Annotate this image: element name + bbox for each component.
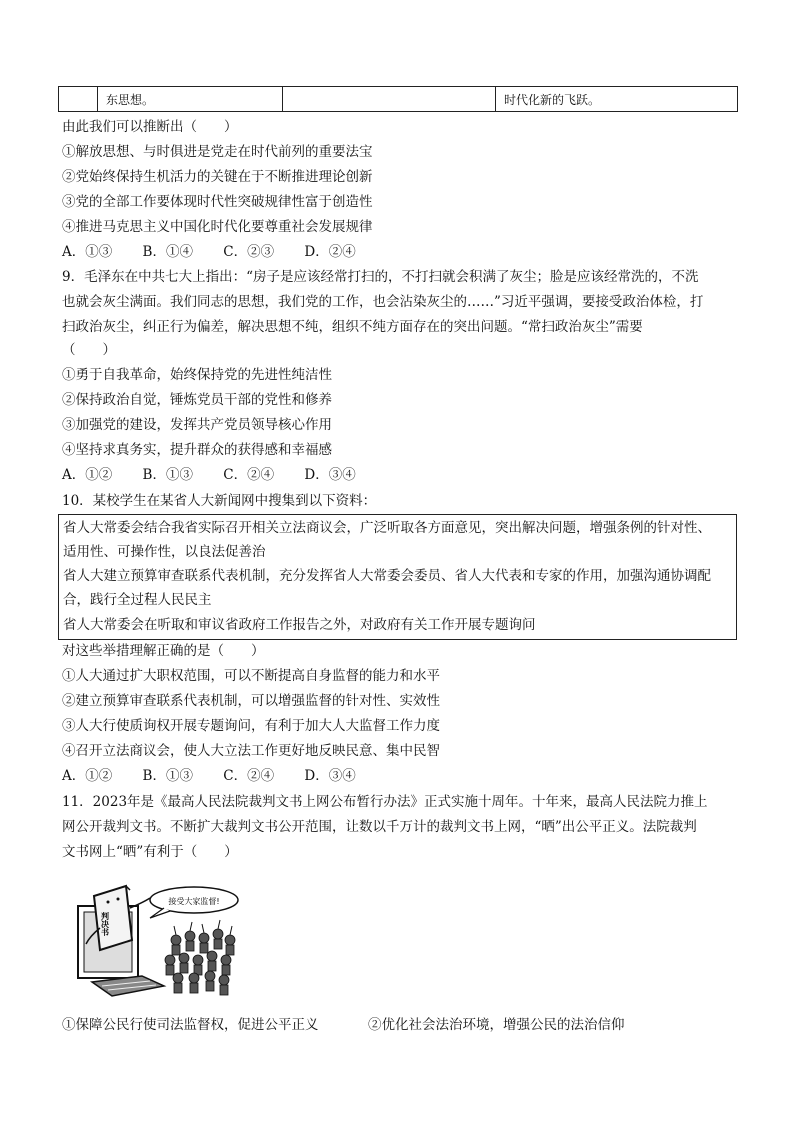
q10-item: ②建立预算审查联系代表机制，可以增强监督的针对性、实效性 bbox=[62, 693, 440, 709]
q8-item: ③党的全部工作要体现时代性突破规律性富于创造性 bbox=[62, 194, 373, 210]
q10-item: ④召开立法商议会，使人大立法工作更好地反映民意、集中民智 bbox=[62, 743, 440, 759]
option-b[interactable]: B．①④ bbox=[142, 244, 193, 260]
option-a[interactable]: A．①③ bbox=[62, 244, 113, 260]
q8-item: ④推进马克思主义中国化时代化要尊重社会发展规律 bbox=[62, 219, 373, 235]
q11-line: 文书网上“晒”有利于（ ） bbox=[62, 844, 238, 860]
q8-stem: 由此我们可以推断出（ ） bbox=[62, 119, 238, 135]
option-c[interactable]: C．②④ bbox=[223, 768, 275, 784]
book-label: 判决书 bbox=[100, 912, 110, 936]
option-b[interactable]: B．①③ bbox=[142, 768, 193, 784]
option-c[interactable]: C．②④ bbox=[223, 467, 275, 483]
top-table bbox=[58, 86, 738, 112]
q11-line: 11．2023年是《最高人民法院裁判文书上网公布暂行办法》正式实施十周年。十年来，最高人民法院力推上 bbox=[62, 794, 708, 810]
table-cell: 时代化新的飞跃。 bbox=[496, 87, 738, 112]
bubble-text: 接受大家监督! bbox=[168, 897, 220, 906]
q8-options bbox=[62, 243, 382, 261]
cartoon-image bbox=[72, 878, 242, 1000]
q9-line: 也就会灰尘满面。我们同志的思想，我们党的工作，也会沾染灰尘的……”习近平强调，要接受政治体检，打 bbox=[62, 294, 704, 310]
q10-ask: 对这些举措理解正确的是（ ） bbox=[62, 643, 265, 659]
q9-item: ③加强党的建设，发挥共产党员领导核心作用 bbox=[62, 417, 332, 433]
q9-line: 9．毛泽东在中共七大上指出：“房子是应该经常打扫的，不打扫就会积满了灰尘；脸是应该经常洗的，不洗 bbox=[62, 269, 699, 285]
q8-item: ①解放思想、与时俱进是党走在时代前列的重要法宝 bbox=[62, 144, 373, 160]
q10-item: ③人大行使质询权开展专题询问，有利于加大人大监督工作力度 bbox=[62, 718, 440, 734]
q11-item: ②优化社会法治环境，增强公民的法治信仰 bbox=[368, 1017, 625, 1033]
q9-item: ①勇于自我革命，始终保持党的先进性纯洁性 bbox=[62, 367, 332, 383]
q10-item: ①人大通过扩大职权范围，可以不断提高自身监督的能力和水平 bbox=[62, 668, 440, 684]
crowd-figures bbox=[165, 929, 235, 995]
q11-item: ①保障公民行使司法监督权，促进公平正义 bbox=[62, 1017, 319, 1033]
option-a[interactable]: A．①② bbox=[62, 467, 113, 483]
material-line: 省人大建立预算审查联系代表机制，充分发挥省人大常委会委员、省人大代表和专家的作用，加强沟通协调配 bbox=[63, 568, 711, 584]
material-box bbox=[58, 514, 737, 640]
option-b[interactable]: B．①③ bbox=[142, 467, 193, 483]
q10-options bbox=[62, 767, 382, 785]
q9-item: ④坚持求真务实，提升群众的获得感和幸福感 bbox=[62, 442, 332, 458]
option-a[interactable]: A．①② bbox=[62, 768, 113, 784]
option-c[interactable]: C．②③ bbox=[223, 244, 275, 260]
q10-stem: 10．某校学生在某省人大新闻网中搜集到以下资料： bbox=[62, 493, 377, 509]
option-d[interactable]: D．③④ bbox=[304, 768, 356, 784]
table-cell-empty bbox=[59, 87, 98, 112]
material-line: 适用性、可操作性，以良法促善治 bbox=[63, 544, 266, 560]
table-cell-empty bbox=[283, 87, 496, 112]
q9-line: （ ） bbox=[62, 342, 116, 358]
q8-item: ②党始终保持生机活力的关键在于不断推进理论创新 bbox=[62, 169, 373, 185]
option-d[interactable]: D．②④ bbox=[304, 244, 356, 260]
q9-line: 扫政治灰尘，纠正行为偏差，解决思想不纯，组织不纯方面存在的突出问题。“常扫政治灰尘”需要 bbox=[62, 319, 643, 335]
q11-line: 网公开裁判文书。不断扩大裁判文书公开范围，让数以千万计的裁判文书上网，“晒”出公平正义。法院裁判 bbox=[62, 819, 697, 835]
material-line: 省人大常委会在听取和审议省政府工作报告之外，对政府有关工作开展专题询问 bbox=[63, 617, 536, 633]
q9-item: ②保持政治自觉，锤炼党员干部的党性和修养 bbox=[62, 392, 332, 408]
option-d[interactable]: D．③④ bbox=[304, 467, 356, 483]
material-line: 省人大常委会结合我省实际召开相关立法商议会，广泛听取各方面意见，突出解决问题，增强条例的针对性、 bbox=[63, 520, 711, 536]
material-line: 合，践行全过程人民民主 bbox=[63, 592, 212, 608]
table-cell: 东思想。 bbox=[98, 87, 283, 112]
q9-options bbox=[62, 466, 382, 484]
